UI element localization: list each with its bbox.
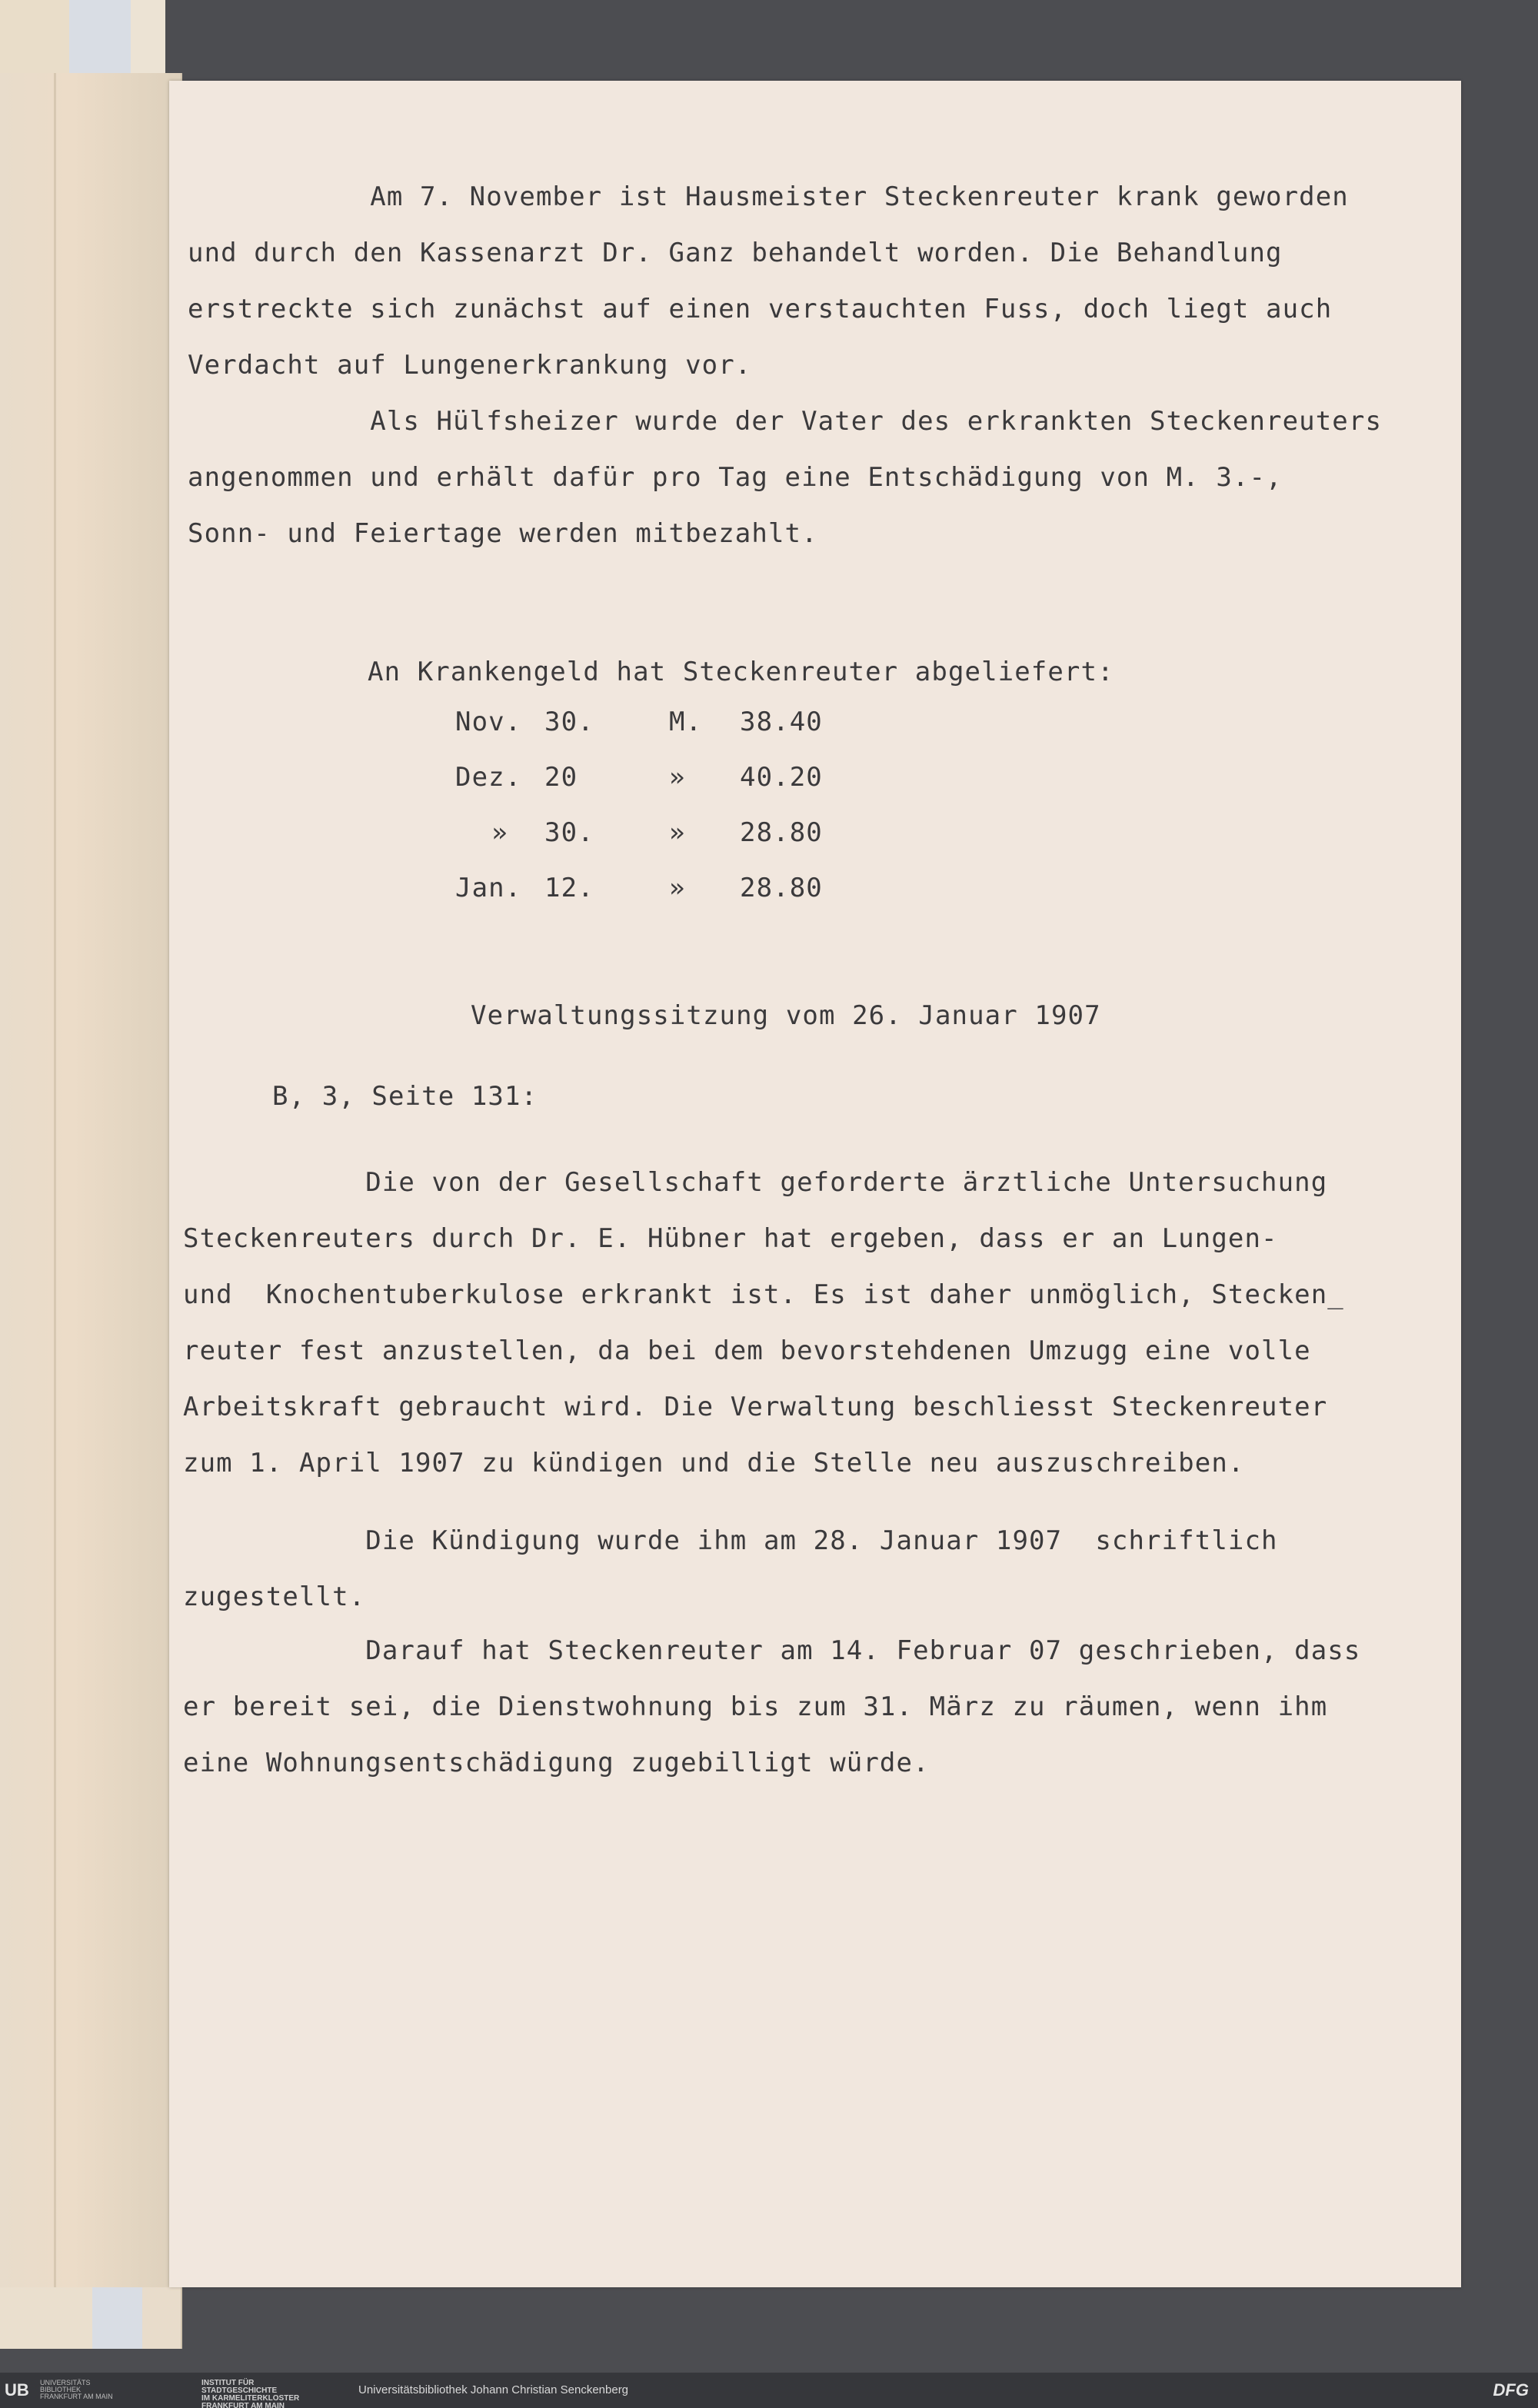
table-row <box>455 750 847 805</box>
amount-cell: 38.40 <box>740 707 823 737</box>
table-row <box>455 860 847 916</box>
table-row <box>455 805 847 860</box>
institute-logo-text: INSTITUT FÜR STADTGESCHICHTE IM KARMELITERKLOSTER FRANKFURT AM MAIN <box>201 2379 300 2408</box>
binding-page-stack <box>0 73 182 2349</box>
day-cell: 30. <box>544 817 594 848</box>
binding-tabs-top <box>0 0 165 85</box>
table-row <box>455 694 847 750</box>
session-title: Verwaltungssitzung vom 26. Januar 1907 <box>471 1000 1101 1031</box>
binding-tabs-bottom <box>0 2287 181 2349</box>
day-cell: 12. <box>544 873 594 903</box>
unit-cell: » <box>669 817 686 848</box>
unit-cell: M. <box>669 707 703 737</box>
month-cell: Jan. <box>455 873 522 903</box>
document-page <box>169 81 1461 2287</box>
day-cell: 30. <box>544 707 594 737</box>
paragraph-examination: Die von der Gesellschaft geforderte ärztliche Untersuchung Steckenreuters durch Dr. E. Hübner hat ergeben, dass er an Lungen- und Knochentuberkulose erkrankt ist. Es ist daher unmöglich, Stecken_ reuter fest anzustellen, da bei dem bevorstehdenen Umzugg eine volle Arbeitskraft gebraucht wird. Die Verwaltung beschliesst Steckenreuter zum 1. April 1907 zu kündigen und die Stelle neu auszuschreiben. <box>183 1167 1344 1478</box>
ub-logo-text: UNIVERSITÄTS BIBLIOTHEK FRANKFURT AM MAIN <box>40 2379 113 2400</box>
ub-logo: UB <box>5 2380 29 2400</box>
unit-cell: » <box>669 762 686 793</box>
amount-cell: 28.80 <box>740 817 823 848</box>
paragraph-notice: Die Kündigung wurde ihm am 28. Januar 1907 schriftlich zugestellt. <box>183 1525 1278 1612</box>
reference-line: B, 3, Seite 131: <box>272 1081 538 1112</box>
paragraph-reply: Darauf hat Steckenreuter am 14. Februar 07 geschrieben, dass er bereit sei, die Dienstwohnung bis zum 31. März zu räumen, wenn ihm eine Wohnungsentschädigung zugebilligt würde. <box>183 1635 1361 1778</box>
footer-bar <box>0 2373 1538 2408</box>
amount-cell: 28.80 <box>740 873 823 903</box>
unit-cell: » <box>669 873 686 903</box>
library-credit: Universitätsbibliothek Johann Christian Senckenberg <box>358 2383 629 2396</box>
krankengeld-table <box>455 694 847 916</box>
paragraph-illness-report: Am 7. November ist Hausmeister Steckenreuter krank geworden und durch den Kassenarzt Dr. Ganz behandelt worden. Die Behandlung erstreckte sich zunächst auf einen verstauchten Fuss, doch liegt auch Verdacht auf Lungenerkrankung vor. Als Hülfsheizer wurde der Vater des erkrankten Steckenreuters angenommen und erhält dafür pro Tag eine Entschädigung von M. 3.-, Sonn- und Feiertage werden mitbezahlt. <box>188 181 1383 549</box>
krankengeld-intro: An Krankengeld hat Steckenreuter abgeliefert: <box>368 657 1114 687</box>
amount-cell: 40.20 <box>740 762 823 793</box>
dfg-logo: DFG <box>1493 2380 1529 2400</box>
day-cell: 20 <box>544 762 578 793</box>
month-cell: Nov. <box>455 707 522 737</box>
month-cell: » <box>491 817 508 848</box>
month-cell: Dez. <box>455 762 522 793</box>
